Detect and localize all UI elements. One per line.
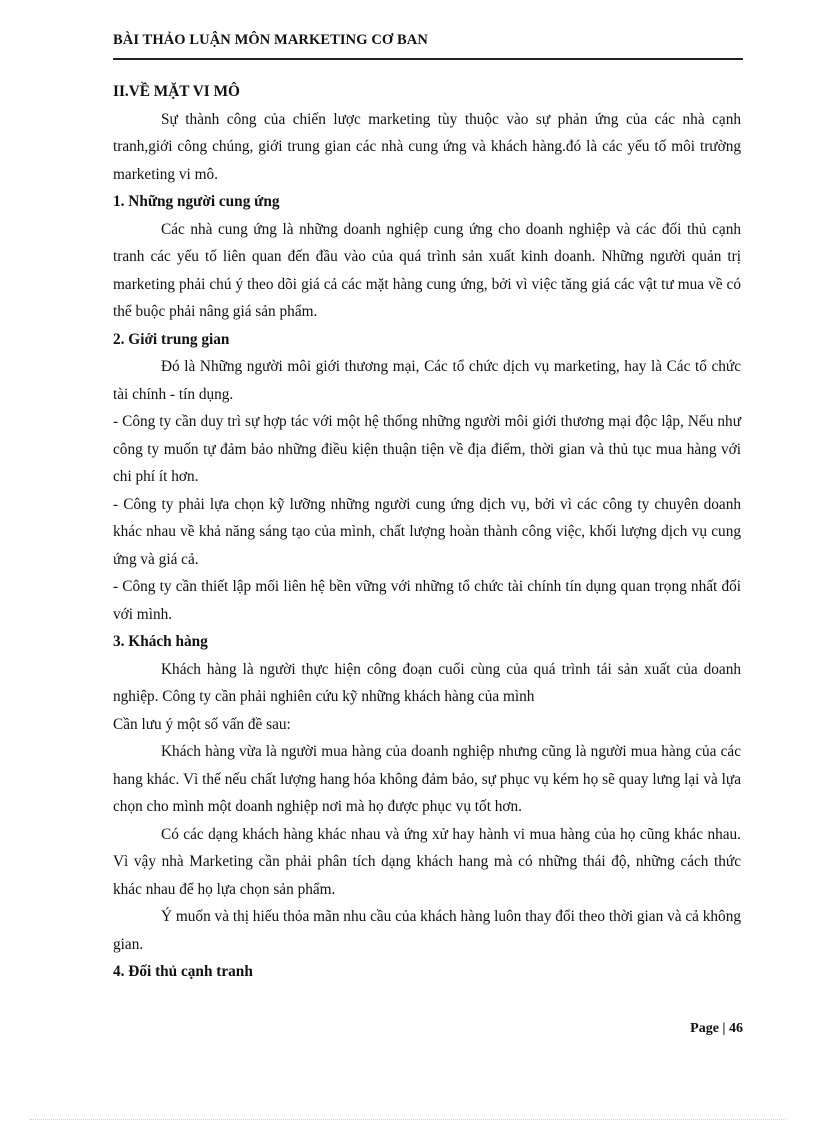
heading-intermediaries: 2. Giới trung gian (113, 330, 230, 348)
page-number: Page | 46 (690, 1021, 743, 1036)
section-title: II.VỀ MẶT VI MÔ (113, 83, 240, 100)
customers-paragraph-3: Có các dạng khách hàng khác nhau và ứng xử hay hành vi mua hàng của họ cũng khác nhau. Vì vậy nhà Marketing cần phải phân tích dạng khách hang mà có những thái độ, những cách thức khác nhau để họ lựa chọn sản phẩm. (113, 825, 741, 898)
page-bottom-divider (30, 1119, 786, 1120)
intro-paragraph: Sự thành công của chiến lược marketing tùy thuộc vào sự phản ứng của các nhà cạnh tranh,giới công chúng, giới trung gian các nhà cung ứng và khách hàng.đó là các yếu tố môi trường marketing vi mô. (113, 110, 741, 183)
page-body (113, 78, 741, 986)
intermediaries-bullet-1: - Công ty cần duy trì sự hợp tác với một hệ thống những người môi giới thương mại độc lập, Nếu như công ty muốn tự đảm bảo những điều kiện thuận tiện về địa điểm, thời gian và thủ tục mua hàng với chi phí ít hơn. (113, 413, 741, 485)
heading-suppliers: 1. Những người cung ứng (113, 193, 280, 210)
customers-note: Cần lưu ý một số vấn đề sau: (113, 715, 291, 733)
customers-paragraph-2: Khách hàng vừa là người mua hàng của doanh nghiệp nhưng cũng là người mua hàng của các hang khác. Vì thế nếu chất lượng hang hóa không đảm bảo, sự phục vụ kém họ sẽ quay lưng lại và lựa chọn cho mình một doanh nghiệp nơi mà họ được phục vụ tốt hơn. (113, 743, 741, 815)
heading-competitors: 4. Đối thủ cạnh tranh (113, 963, 253, 980)
customers-paragraph-4: Ý muốn và thị hiếu thỏa mãn nhu cầu của khách hàng luôn thay đổi theo thời gian và cả không gian. (113, 908, 741, 953)
page-header: BÀI THẢO LUẬN MÔN MARKETING CƠ BAN (113, 32, 428, 48)
intermediaries-bullet-2: - Công ty phải lựa chọn kỹ lưỡng những người cung ứng dịch vụ, bởi vì các công ty chuyên doanh khác nhau về khả năng sáng tạo của mình, chất lượng hoàn thành công việc, khối lượng dịch vụ cung ứng và giá cả. (113, 495, 741, 568)
heading-customers: 3. Khách hàng (113, 633, 208, 650)
suppliers-paragraph: Các nhà cung ứng là những doanh nghiệp cung ứng cho doanh nghiệp và các đối thủ cạnh tranh các yếu tố liên quan đến đầu vào của quá trình sản xuất kinh doanh. Những người quản trị marketing phải chú ý theo dõi giá cả các mặt hàng cung ứng, bởi vì việc tăng giá các vật tư mua về có thể buộc phải nâng giá sản phẩm. (113, 220, 741, 320)
intermediaries-bullet-3: - Công ty cần thiết lập mối liên hệ bền vững với những tổ chức tài chính tín dụng quan trọng nhất đối với mình. (113, 578, 741, 623)
header-divider (113, 58, 743, 60)
intermediaries-paragraph: Đó là Những người môi giới thương mại, Các tổ chức dịch vụ marketing, hay là Các tổ chức tài chính - tín dụng. (113, 358, 741, 403)
customers-paragraph-1: Khách hàng là người thực hiện công đoạn cuối cùng của quá trình tái sản xuất của doanh nghiệp. Công ty cần phải nghiên cứu kỹ những khách hàng của mình (113, 660, 741, 705)
